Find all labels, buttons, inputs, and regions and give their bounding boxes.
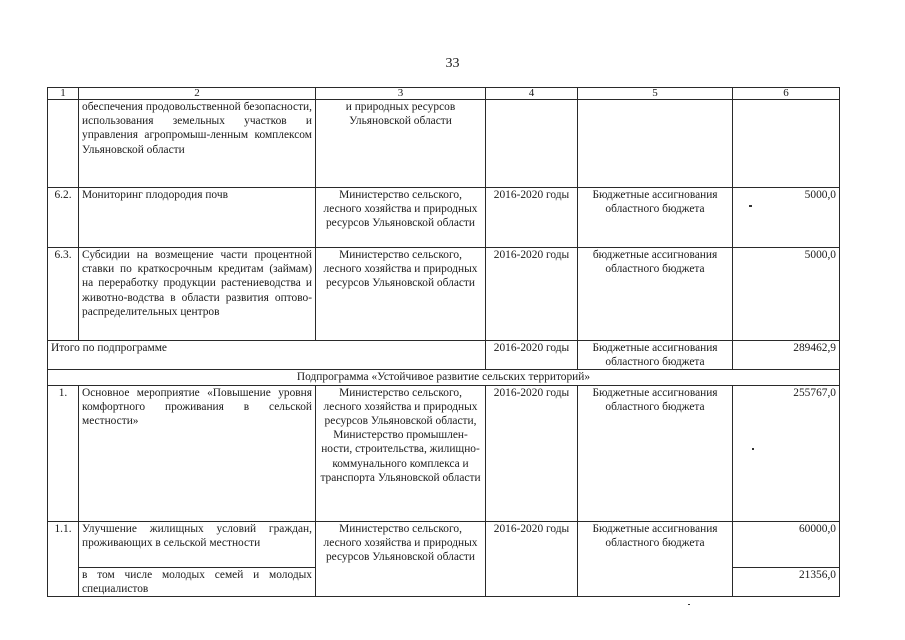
- row-number: 6.2.: [48, 188, 79, 248]
- row-number: 6.3.: [48, 248, 79, 341]
- row-number: 1.: [48, 385, 79, 521]
- row-executor: и природных ресурсов Ульяновской области: [316, 100, 486, 188]
- row-source: Бюджетные ассигнования областного бюджета: [578, 385, 733, 521]
- table-row: [48, 188, 840, 248]
- total-amount: 289462,9: [733, 341, 840, 370]
- total-label: Итого по подпрограмме: [48, 341, 486, 370]
- scan-speck: [749, 205, 752, 207]
- row-amount: [733, 100, 840, 188]
- column-header-1: 1: [48, 88, 79, 100]
- total-row: [48, 341, 840, 370]
- row-name: Субсидии на возмещение части процентной ставки по краткосрочным кредитам (займам) на переработку продукции растениеводства и животно-водства в области развития оптово-распределительных центров: [79, 248, 316, 341]
- row-number: [48, 100, 79, 188]
- row-amount: 60000,0: [733, 521, 840, 567]
- row-amount: 5000,0: [733, 248, 840, 341]
- row-amount-sub: 21356,0: [733, 567, 840, 596]
- row-executor: Министерство сельского, лесного хозяйства и природных ресурсов Ульяновской области: [316, 248, 486, 341]
- row-amount: 5000,0: [733, 188, 840, 248]
- row-executor: Министерство сельского, лесного хозяйства и природных ресурсов Ульяновской области: [316, 188, 486, 248]
- row-period: 2016-2020 годы: [486, 385, 578, 521]
- row-number: 1.1.: [48, 521, 79, 596]
- row-name-sub: в том числе молодых семей и молодых специалистов: [79, 567, 316, 596]
- table-row: [48, 521, 840, 567]
- total-source: Бюджетные ассигнования областного бюджета: [578, 341, 733, 370]
- column-header-2: 2: [79, 88, 316, 100]
- page-number: 33: [445, 56, 460, 71]
- row-name: Мониторинг плодородия почв: [79, 188, 316, 248]
- row-executor: Министерство сельского, лесного хозяйства и природных ресурсов Ульяновской области: [316, 521, 486, 596]
- row-source: Бюджетные ассигнования областного бюджета: [578, 188, 733, 248]
- table-row: [48, 385, 840, 521]
- column-header-4: 4: [486, 88, 578, 100]
- subprogram-title: Подпрограмма «Устойчивое развитие сельских территорий»: [48, 370, 840, 385]
- row-name: обеспечения продовольственной безопасности, использования земельных участков и управления агропромыш-ленным комплексом Ульяновской области: [79, 100, 316, 188]
- table-row: [48, 100, 840, 188]
- column-header-3: 3: [316, 88, 486, 100]
- total-period: 2016-2020 годы: [486, 341, 578, 370]
- row-period: 2016-2020 годы: [486, 521, 578, 596]
- column-header-5: 5: [578, 88, 733, 100]
- row-period: 2016-2020 годы: [486, 248, 578, 341]
- column-header-row: [48, 88, 840, 100]
- row-period: [486, 100, 578, 188]
- column-header-6: 6: [733, 88, 840, 100]
- table-row: [48, 248, 840, 341]
- row-executor: Министерство сельского, лесного хозяйства и природных ресурсов Ульяновской области, Министерство промышлен-ности, строительства, жилищно-коммунального комплекса и транспорта Ульяновской области: [316, 385, 486, 521]
- row-source: Бюджетные ассигнования областного бюджета: [578, 521, 733, 596]
- subprogram-row: [48, 370, 840, 385]
- row-name: Основное мероприятие «Повышение уровня комфортного проживания в сельской местности»: [79, 385, 316, 521]
- row-period: 2016-2020 годы: [486, 188, 578, 248]
- scan-speck: [752, 448, 754, 450]
- budget-table: [47, 87, 840, 597]
- row-amount: 255767,0: [733, 385, 840, 521]
- row-source: [578, 100, 733, 188]
- row-name: Улучшение жилищных условий граждан, проживающих в сельской местности: [79, 521, 316, 567]
- scan-speck: [688, 604, 690, 605]
- row-source: бюджетные ассигнования областного бюджета: [578, 248, 733, 341]
